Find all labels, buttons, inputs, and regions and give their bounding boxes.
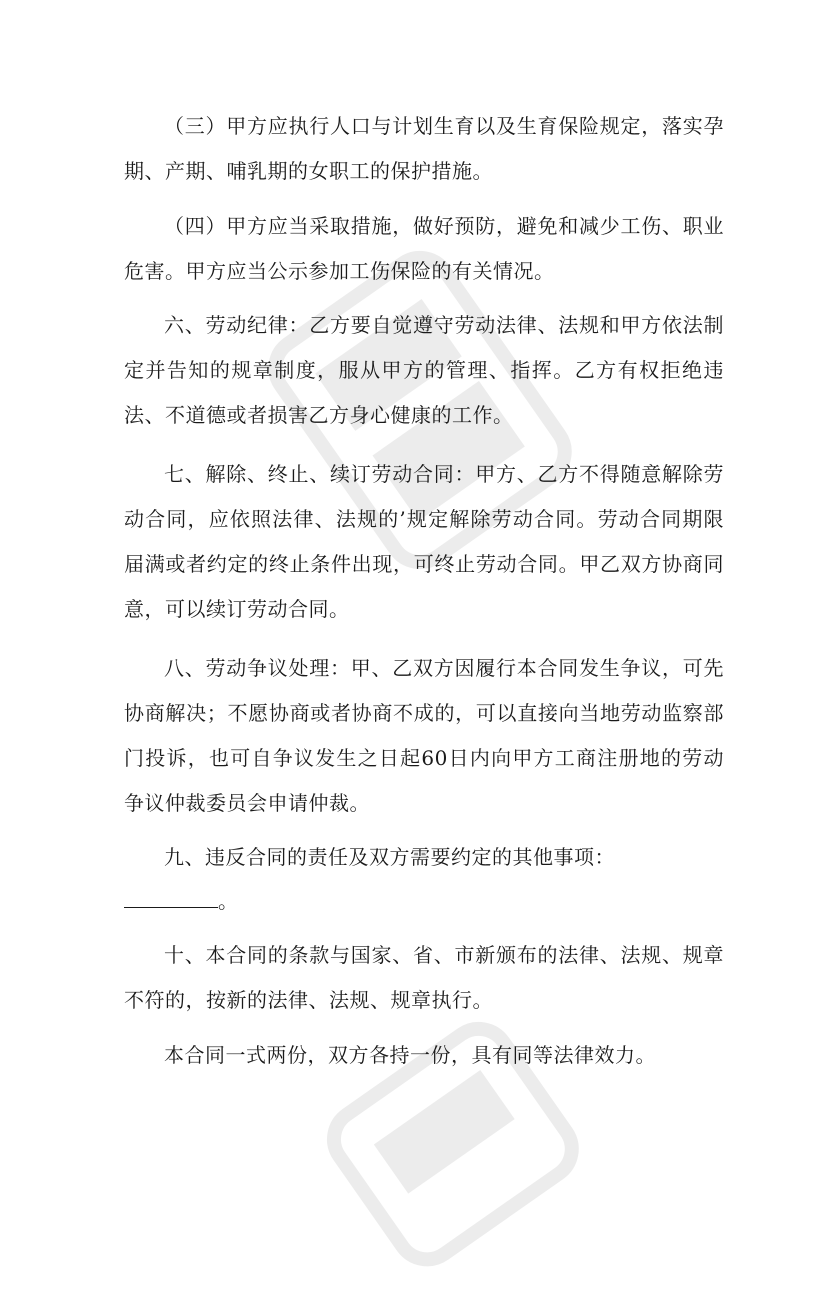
contract-termination-paragraph: 七、解除、终止、续订劳动合同：甲方、乙方不得随意解除劳动合同，应依照法律、法规的’规定解除劳动合同。劳动合同期限届满或者约定的终止条件出现，可终止劳动合同。甲乙双方协商同意，可以续订劳动合同。 bbox=[124, 462, 724, 621]
copies-paragraph: 本合同一式两份，双方各持一份，具有同等法律效力。 bbox=[164, 1043, 656, 1067]
law-precedence-paragraph: 十、本合同的条款与国家、省、市新颁布的法律、法规、规章不符的，按新的法律、法规、规章执行。 bbox=[124, 943, 724, 1012]
fill-in-blank[interactable] bbox=[124, 889, 218, 908]
breach-liability-paragraph: 九、违反合同的责任及双方需要约定的其他事项： bbox=[164, 845, 615, 869]
labor-discipline-paragraph: 六、劳动纪律：乙方要自觉遵守劳动法律、法规和甲方依法制定并告知的规章制度，服从甲方的管理、指挥。乙方有权拒绝违法、不道德或者损害乙方身心健康的工作。 bbox=[124, 313, 724, 427]
fill-in-blank-row bbox=[124, 879, 724, 924]
labor-dispute-paragraph: 八、劳动争议处理：甲、乙双方因履行本合同发生争议，可先协商解决；不愿协商或者协商不成的，可以直接向当地劳动监察部门投诉，也可自争议发生之日起60日内向甲方工商注册地的劳动争议仲裁委员会申请仲裁。 bbox=[124, 656, 724, 815]
blank-suffix: 。 bbox=[218, 889, 239, 913]
clause-4-paragraph: （四）甲方应当采取措施，做好预防，避免和减少工伤、职业危害。甲方应当公示参加工伤保险的有关情况。 bbox=[124, 214, 724, 283]
clause-3-paragraph: （三）甲方应执行人口与计划生育以及生育保险规定，落实孕期、产期、哺乳期的女职工的保护措施。 bbox=[124, 114, 724, 183]
